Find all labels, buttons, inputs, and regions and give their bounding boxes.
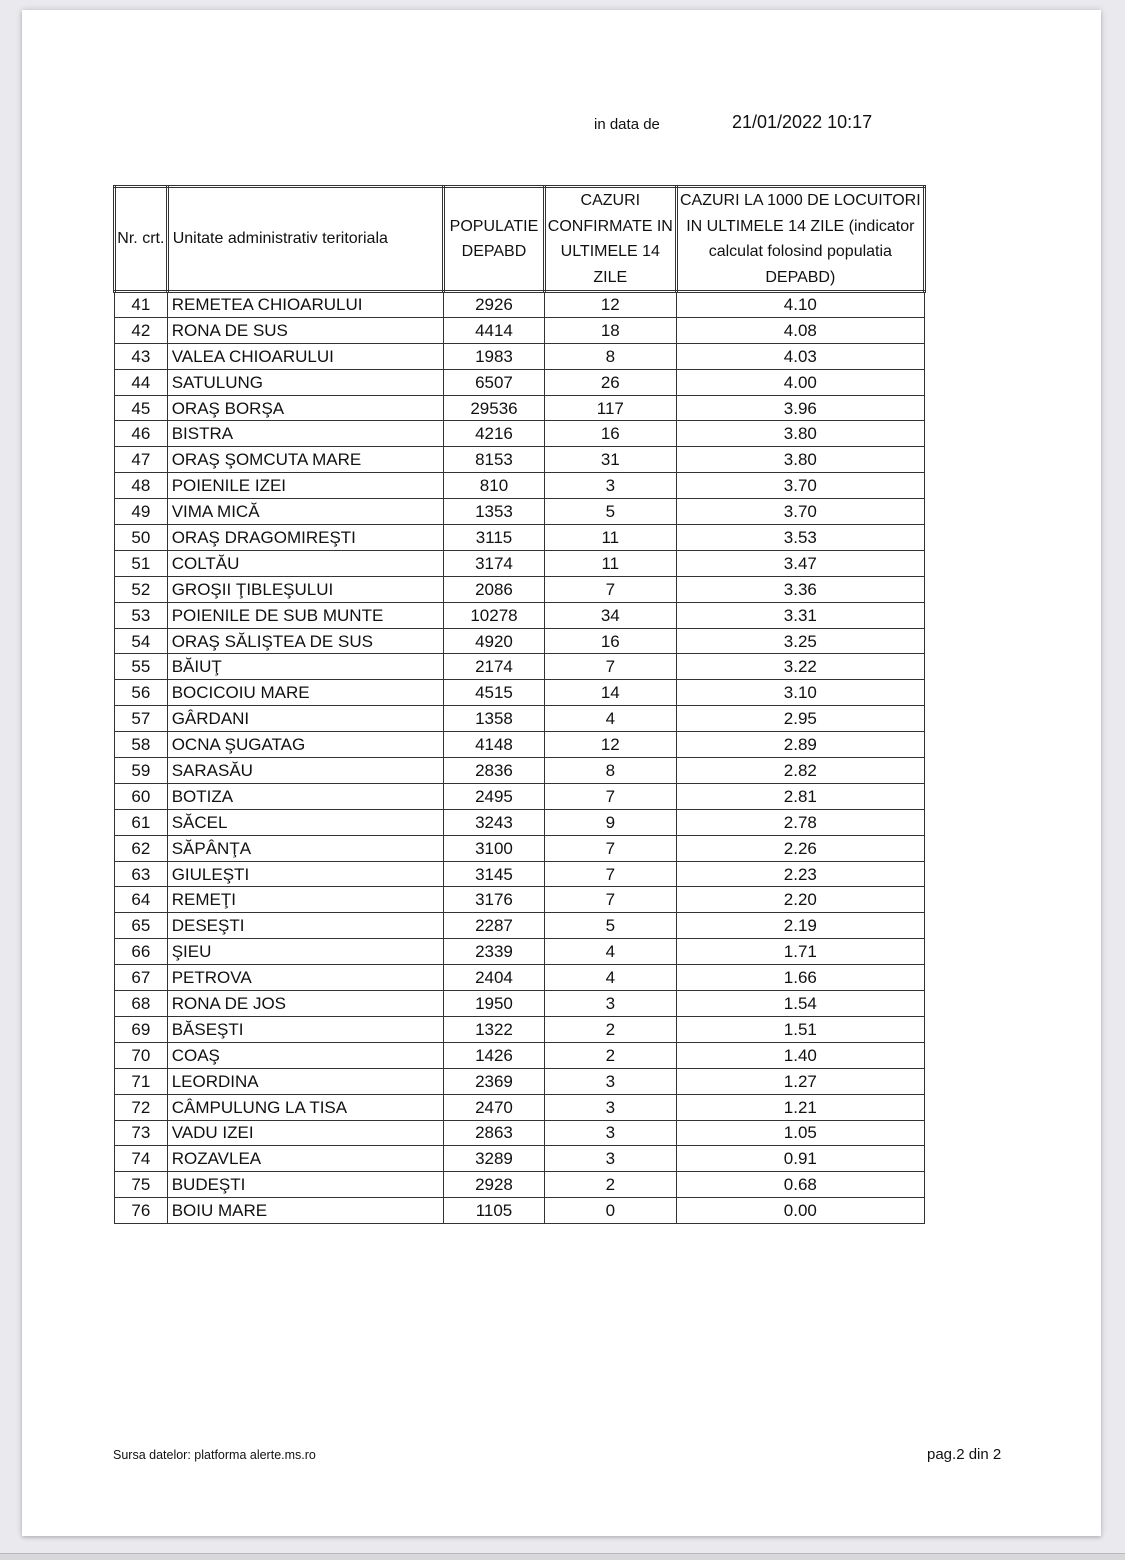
- table-row: [115, 473, 925, 499]
- row-number-cell: 44: [115, 369, 168, 395]
- unit-name-cell: OCNA ŞUGATAG: [167, 732, 443, 758]
- table-row: [115, 809, 925, 835]
- population-cell: 4414: [444, 317, 545, 343]
- table-row: [115, 1016, 925, 1042]
- unit-name-cell: DESEŞTI: [167, 913, 443, 939]
- row-number-cell: 61: [115, 809, 168, 835]
- rate-per-1000-cell: 1.54: [676, 991, 924, 1017]
- confirmed-cases-cell: 2: [544, 1172, 676, 1198]
- unit-name-cell: BOIU MARE: [167, 1198, 443, 1224]
- rate-per-1000-cell: 0.68: [676, 1172, 924, 1198]
- confirmed-cases-cell: 5: [544, 499, 676, 525]
- unit-name-cell: RONA DE JOS: [167, 991, 443, 1017]
- rate-per-1000-cell: 1.71: [676, 939, 924, 965]
- table-row: [115, 732, 925, 758]
- table-body: [115, 292, 925, 1224]
- table-row: [115, 447, 925, 473]
- table-row: [115, 965, 925, 991]
- population-cell: 3174: [444, 550, 545, 576]
- date-value: 21/01/2022 10:17: [732, 112, 873, 132]
- unit-name-cell: REMEŢI: [167, 887, 443, 913]
- row-number-cell: 59: [115, 758, 168, 784]
- unit-name-cell: BOCICOIU MARE: [167, 680, 443, 706]
- confirmed-cases-cell: 16: [544, 628, 676, 654]
- table-row: [115, 602, 925, 628]
- confirmed-cases-cell: 117: [544, 395, 676, 421]
- rate-per-1000-cell: 2.89: [676, 732, 924, 758]
- unit-name-cell: BISTRA: [167, 421, 443, 447]
- row-number-cell: 55: [115, 654, 168, 680]
- table-row: [115, 628, 925, 654]
- table-row: [115, 758, 925, 784]
- confirmed-cases-cell: 9: [544, 809, 676, 835]
- table-row: [115, 939, 925, 965]
- confirmed-cases-cell: 11: [544, 525, 676, 551]
- row-number-cell: 50: [115, 525, 168, 551]
- unit-name-cell: POIENILE IZEI: [167, 473, 443, 499]
- population-cell: 3176: [444, 887, 545, 913]
- population-cell: 4515: [444, 680, 545, 706]
- page-number: pag.2 din 2: [927, 1446, 1002, 1463]
- table-row: [115, 292, 925, 318]
- population-cell: 2404: [444, 965, 545, 991]
- population-cell: 10278: [444, 602, 545, 628]
- table-row: [115, 1172, 925, 1198]
- row-number-cell: 54: [115, 628, 168, 654]
- confirmed-cases-cell: 8: [544, 343, 676, 369]
- population-cell: 1983: [444, 343, 545, 369]
- rate-per-1000-cell: 2.82: [676, 758, 924, 784]
- row-number-cell: 74: [115, 1146, 168, 1172]
- population-cell: 1358: [444, 706, 545, 732]
- table-row: [115, 913, 925, 939]
- table-row: [115, 1042, 925, 1068]
- rate-per-1000-cell: 3.70: [676, 499, 924, 525]
- confirmed-cases-cell: 12: [544, 292, 676, 318]
- confirmed-cases-cell: 18: [544, 317, 676, 343]
- population-cell: 2287: [444, 913, 545, 939]
- unit-name-cell: SARASĂU: [167, 758, 443, 784]
- table-row: [115, 706, 925, 732]
- population-cell: 4216: [444, 421, 545, 447]
- unit-name-cell: REMETEA CHIOARULUI: [167, 292, 443, 318]
- population-cell: 810: [444, 473, 545, 499]
- population-cell: 3100: [444, 835, 545, 861]
- table-header-row: [115, 187, 925, 292]
- confirmed-cases-cell: 16: [544, 421, 676, 447]
- unit-name-cell: ORAŞ ŞOMCUTA MARE: [167, 447, 443, 473]
- confirmed-cases-cell: 34: [544, 602, 676, 628]
- row-number-cell: 52: [115, 576, 168, 602]
- confirmed-cases-cell: 3: [544, 991, 676, 1017]
- confirmed-cases-cell: 11: [544, 550, 676, 576]
- table-row: [115, 783, 925, 809]
- rate-per-1000-cell: 2.23: [676, 861, 924, 887]
- rate-per-1000-cell: 4.00: [676, 369, 924, 395]
- rate-per-1000-cell: 2.19: [676, 913, 924, 939]
- row-number-cell: 72: [115, 1094, 168, 1120]
- confirmed-cases-cell: 7: [544, 576, 676, 602]
- cases-table: [113, 185, 926, 1224]
- row-number-cell: 64: [115, 887, 168, 913]
- rate-per-1000-cell: 1.51: [676, 1016, 924, 1042]
- confirmed-cases-cell: 4: [544, 939, 676, 965]
- table-row: [115, 317, 925, 343]
- column-header-cases: CAZURI CONFIRMATE IN ULTIMELE 14 ZILE: [544, 187, 676, 292]
- rate-per-1000-cell: 4.08: [676, 317, 924, 343]
- row-number-cell: 63: [115, 861, 168, 887]
- table-row: [115, 576, 925, 602]
- column-header-unit: Unitate administrativ teritoriala: [167, 187, 443, 292]
- row-number-cell: 75: [115, 1172, 168, 1198]
- row-number-cell: 51: [115, 550, 168, 576]
- rate-per-1000-cell: 2.20: [676, 887, 924, 913]
- confirmed-cases-cell: 8: [544, 758, 676, 784]
- population-cell: 1105: [444, 1198, 545, 1224]
- row-number-cell: 60: [115, 783, 168, 809]
- rate-per-1000-cell: 3.53: [676, 525, 924, 551]
- row-number-cell: 41: [115, 292, 168, 318]
- unit-name-cell: BOTIZA: [167, 783, 443, 809]
- unit-name-cell: BĂIUŢ: [167, 654, 443, 680]
- rate-per-1000-cell: 3.47: [676, 550, 924, 576]
- population-cell: 2495: [444, 783, 545, 809]
- population-cell: 2174: [444, 654, 545, 680]
- table-row: [115, 1146, 925, 1172]
- unit-name-cell: ROZAVLEA: [167, 1146, 443, 1172]
- rate-per-1000-cell: 0.00: [676, 1198, 924, 1224]
- table-row: [115, 1120, 925, 1146]
- unit-name-cell: ORAŞ DRAGOMIREŞTI: [167, 525, 443, 551]
- population-cell: 6507: [444, 369, 545, 395]
- unit-name-cell: POIENILE DE SUB MUNTE: [167, 602, 443, 628]
- row-number-cell: 76: [115, 1198, 168, 1224]
- table-row: [115, 369, 925, 395]
- row-number-cell: 56: [115, 680, 168, 706]
- unit-name-cell: SĂPÂNŢA: [167, 835, 443, 861]
- unit-name-cell: SĂCEL: [167, 809, 443, 835]
- population-cell: 1322: [444, 1016, 545, 1042]
- row-number-cell: 73: [115, 1120, 168, 1146]
- table-row: [115, 861, 925, 887]
- unit-name-cell: CÂMPULUNG LA TISA: [167, 1094, 443, 1120]
- row-number-cell: 42: [115, 317, 168, 343]
- row-number-cell: 47: [115, 447, 168, 473]
- row-number-cell: 68: [115, 991, 168, 1017]
- rate-per-1000-cell: 3.80: [676, 447, 924, 473]
- population-cell: 3145: [444, 861, 545, 887]
- row-number-cell: 43: [115, 343, 168, 369]
- unit-name-cell: SATULUNG: [167, 369, 443, 395]
- rate-per-1000-cell: 3.10: [676, 680, 924, 706]
- population-cell: 2863: [444, 1120, 545, 1146]
- population-cell: 29536: [444, 395, 545, 421]
- unit-name-cell: VALEA CHIOARULUI: [167, 343, 443, 369]
- row-number-cell: 70: [115, 1042, 168, 1068]
- rate-per-1000-cell: 2.78: [676, 809, 924, 835]
- unit-name-cell: GIULEŞTI: [167, 861, 443, 887]
- row-number-cell: 57: [115, 706, 168, 732]
- confirmed-cases-cell: 12: [544, 732, 676, 758]
- rate-per-1000-cell: 1.21: [676, 1094, 924, 1120]
- row-number-cell: 67: [115, 965, 168, 991]
- unit-name-cell: VIMA MICĂ: [167, 499, 443, 525]
- unit-name-cell: ORAŞ BORŞA: [167, 395, 443, 421]
- unit-name-cell: COLTĂU: [167, 550, 443, 576]
- rate-per-1000-cell: 1.27: [676, 1068, 924, 1094]
- unit-name-cell: RONA DE SUS: [167, 317, 443, 343]
- confirmed-cases-cell: 7: [544, 654, 676, 680]
- confirmed-cases-cell: 3: [544, 473, 676, 499]
- population-cell: 2470: [444, 1094, 545, 1120]
- confirmed-cases-cell: 7: [544, 835, 676, 861]
- rate-per-1000-cell: 3.80: [676, 421, 924, 447]
- unit-name-cell: GROŞII ŢIBLEŞULUI: [167, 576, 443, 602]
- confirmed-cases-cell: 3: [544, 1120, 676, 1146]
- table-row: [115, 654, 925, 680]
- rate-per-1000-cell: 4.10: [676, 292, 924, 318]
- unit-name-cell: ŞIEU: [167, 939, 443, 965]
- table-row: [115, 1068, 925, 1094]
- rate-per-1000-cell: 3.31: [676, 602, 924, 628]
- rate-per-1000-cell: 3.25: [676, 628, 924, 654]
- population-cell: 1950: [444, 991, 545, 1017]
- confirmed-cases-cell: 2: [544, 1016, 676, 1042]
- population-cell: 2369: [444, 1068, 545, 1094]
- table-row: [115, 395, 925, 421]
- population-cell: 2339: [444, 939, 545, 965]
- population-cell: 4148: [444, 732, 545, 758]
- rate-per-1000-cell: 1.05: [676, 1120, 924, 1146]
- row-number-cell: 66: [115, 939, 168, 965]
- population-cell: 2086: [444, 576, 545, 602]
- rate-per-1000-cell: 2.95: [676, 706, 924, 732]
- unit-name-cell: COAŞ: [167, 1042, 443, 1068]
- unit-name-cell: BUDEŞTI: [167, 1172, 443, 1198]
- table-row: [115, 421, 925, 447]
- table-row: [115, 1094, 925, 1120]
- column-header-nr: Nr. crt.: [115, 187, 168, 292]
- data-source-note: Sursa datelor: platforma alerte.ms.ro: [113, 1448, 316, 1462]
- unit-name-cell: PETROVA: [167, 965, 443, 991]
- population-cell: 3243: [444, 809, 545, 835]
- population-cell: 3115: [444, 525, 545, 551]
- table-row: [115, 1198, 925, 1224]
- population-cell: 1426: [444, 1042, 545, 1068]
- document-page: [22, 10, 1101, 1536]
- unit-name-cell: ORAŞ SĂLIŞTEA DE SUS: [167, 628, 443, 654]
- table-row: [115, 835, 925, 861]
- rate-per-1000-cell: 2.26: [676, 835, 924, 861]
- row-number-cell: 49: [115, 499, 168, 525]
- population-cell: 2836: [444, 758, 545, 784]
- confirmed-cases-cell: 3: [544, 1146, 676, 1172]
- confirmed-cases-cell: 14: [544, 680, 676, 706]
- unit-name-cell: LEORDINA: [167, 1068, 443, 1094]
- population-cell: 2928: [444, 1172, 545, 1198]
- column-header-rate: CAZURI LA 1000 DE LOCUITORI IN ULTIMELE 14 ZILE (indicator calculat folosind populatia DEPABD): [676, 187, 924, 292]
- rate-per-1000-cell: 2.81: [676, 783, 924, 809]
- unit-name-cell: BĂSEŞTI: [167, 1016, 443, 1042]
- table-row: [115, 680, 925, 706]
- rate-per-1000-cell: 3.36: [676, 576, 924, 602]
- unit-name-cell: GÂRDANI: [167, 706, 443, 732]
- viewer-bottom-edge: [0, 1553, 1125, 1560]
- population-cell: 1353: [444, 499, 545, 525]
- confirmed-cases-cell: 7: [544, 861, 676, 887]
- rate-per-1000-cell: 0.91: [676, 1146, 924, 1172]
- row-number-cell: 62: [115, 835, 168, 861]
- confirmed-cases-cell: 5: [544, 913, 676, 939]
- table-row: [115, 550, 925, 576]
- unit-name-cell: VADU IZEI: [167, 1120, 443, 1146]
- row-number-cell: 45: [115, 395, 168, 421]
- row-number-cell: 65: [115, 913, 168, 939]
- confirmed-cases-cell: 3: [544, 1094, 676, 1120]
- rate-per-1000-cell: 1.40: [676, 1042, 924, 1068]
- confirmed-cases-cell: 4: [544, 706, 676, 732]
- confirmed-cases-cell: 26: [544, 369, 676, 395]
- row-number-cell: 46: [115, 421, 168, 447]
- table-row: [115, 991, 925, 1017]
- population-cell: 3289: [444, 1146, 545, 1172]
- rate-per-1000-cell: 3.96: [676, 395, 924, 421]
- population-cell: 4920: [444, 628, 545, 654]
- date-label: in data de: [594, 116, 660, 133]
- rate-per-1000-cell: 4.03: [676, 343, 924, 369]
- confirmed-cases-cell: 0: [544, 1198, 676, 1224]
- row-number-cell: 71: [115, 1068, 168, 1094]
- row-number-cell: 69: [115, 1016, 168, 1042]
- row-number-cell: 58: [115, 732, 168, 758]
- rate-per-1000-cell: 3.22: [676, 654, 924, 680]
- confirmed-cases-cell: 4: [544, 965, 676, 991]
- rate-per-1000-cell: 3.70: [676, 473, 924, 499]
- row-number-cell: 48: [115, 473, 168, 499]
- confirmed-cases-cell: 2: [544, 1042, 676, 1068]
- population-cell: 8153: [444, 447, 545, 473]
- confirmed-cases-cell: 7: [544, 887, 676, 913]
- table-row: [115, 887, 925, 913]
- row-number-cell: 53: [115, 602, 168, 628]
- table-row: [115, 525, 925, 551]
- table-row: [115, 499, 925, 525]
- population-cell: 2926: [444, 292, 545, 318]
- confirmed-cases-cell: 7: [544, 783, 676, 809]
- rate-per-1000-cell: 1.66: [676, 965, 924, 991]
- column-header-population: POPULATIE DEPABD: [444, 187, 545, 292]
- confirmed-cases-cell: 3: [544, 1068, 676, 1094]
- confirmed-cases-cell: 31: [544, 447, 676, 473]
- table-row: [115, 343, 925, 369]
